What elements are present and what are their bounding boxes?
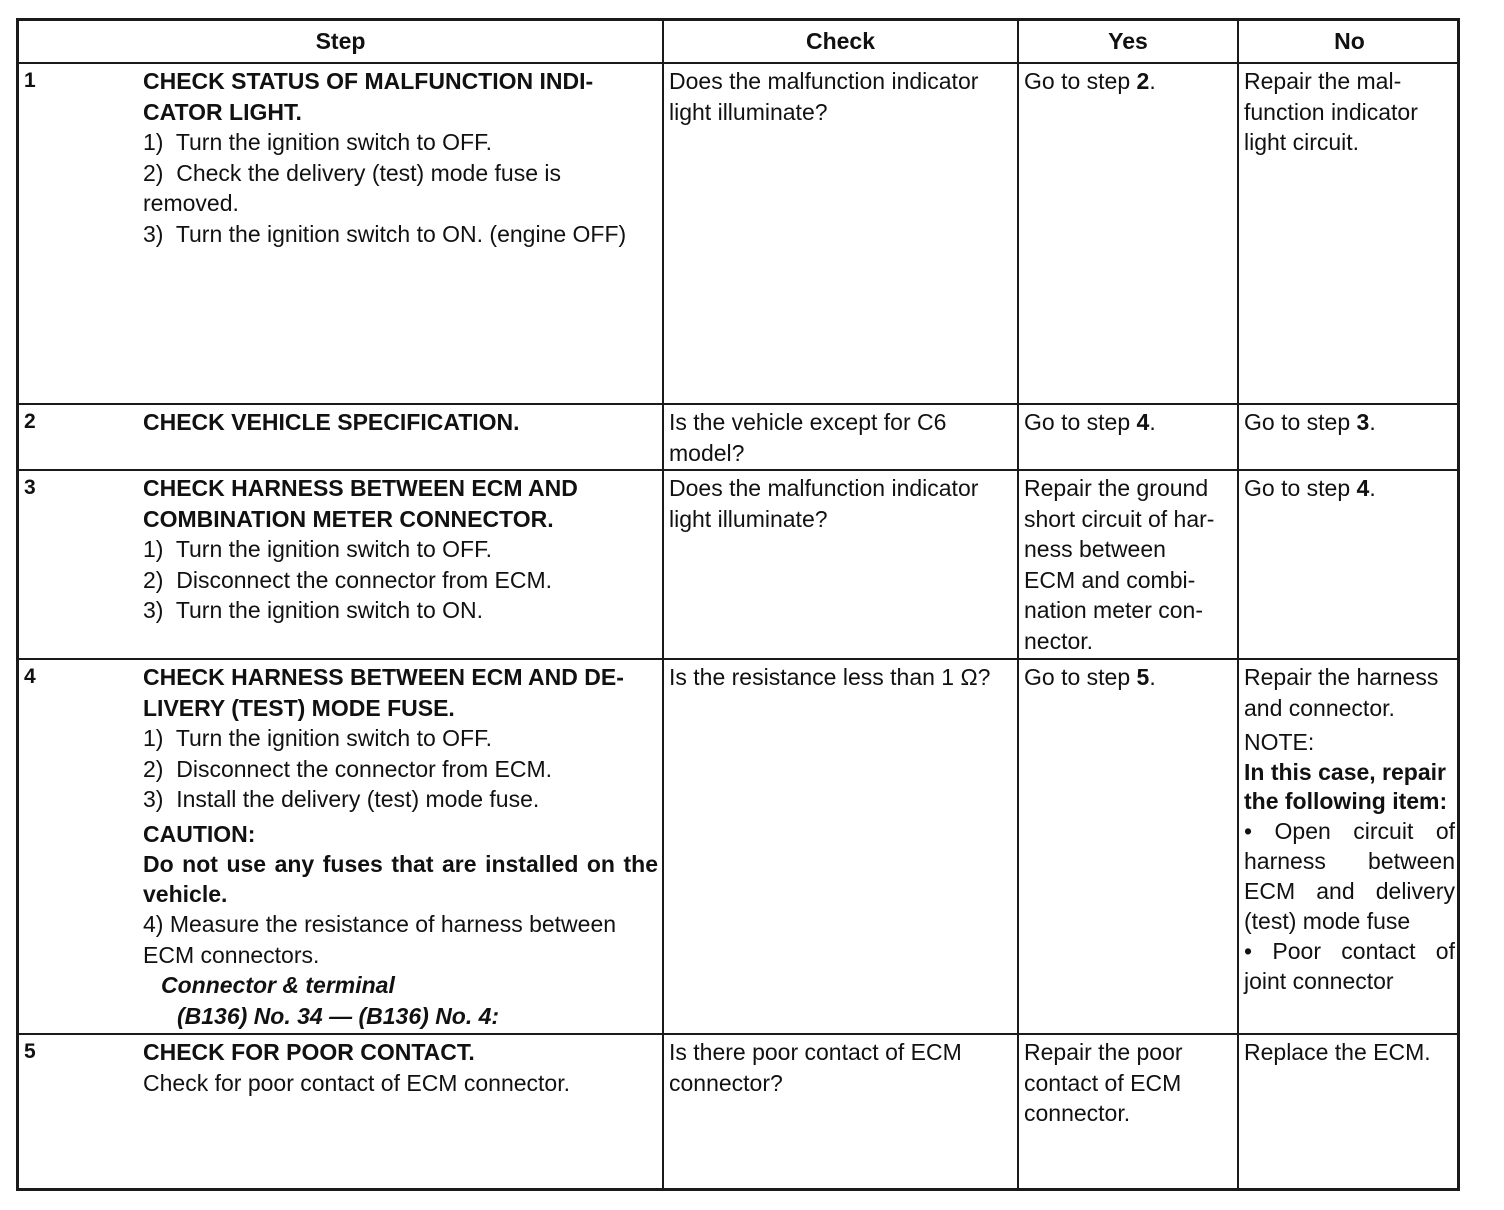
substep: Check for poor contact of ECM connector. xyxy=(143,1069,570,1096)
check-text: light illuminate? xyxy=(669,98,828,125)
no-text: and connector. xyxy=(1244,694,1395,721)
no-text: Repair the mal- xyxy=(1244,68,1402,94)
yes-cell xyxy=(1019,1035,1239,1189)
yes-step-number: 4 xyxy=(1136,409,1150,435)
yes-text: connector. xyxy=(1024,1100,1131,1126)
step-title: LIVERY (TEST) MODE FUSE. xyxy=(143,694,455,721)
yes-cell xyxy=(1019,471,1239,658)
check-text: Is there poor contact of ECM xyxy=(669,1039,962,1065)
yes-suffix: . xyxy=(1149,664,1156,690)
no-cell xyxy=(1239,471,1460,658)
step-title: CHECK STATUS OF MALFUNCTION INDI- xyxy=(143,68,594,94)
caution-text: Do not use any fuses that are installed on the vehicle. xyxy=(143,851,658,907)
step-title: CATOR LIGHT. xyxy=(143,98,302,125)
check-text: Is the vehicle except for C6 xyxy=(669,409,947,435)
no-cell xyxy=(1239,405,1460,469)
substep: 4) Measure the resistance of harness between ECM connectors. xyxy=(143,911,617,968)
connector-label: Connector & terminal xyxy=(161,972,395,998)
check-text: connector? xyxy=(669,1069,783,1096)
no-cell xyxy=(1239,1035,1460,1189)
step-cell xyxy=(19,64,664,403)
connector-value: (B136) No. 34 — (B136) No. 4: xyxy=(177,1002,500,1029)
no-cell xyxy=(1239,660,1460,1033)
substep: 1) Turn the ignition switch to OFF. xyxy=(143,725,492,751)
no-step-number: 3 xyxy=(1356,409,1370,435)
yes-text: Repair the poor xyxy=(1024,1039,1183,1065)
yes-text: ness between xyxy=(1024,536,1166,562)
substep: 1) Turn the ignition switch to OFF. xyxy=(143,536,492,562)
header-step: Step xyxy=(19,21,664,62)
yes-text: ECM and combi- xyxy=(1024,566,1196,593)
no-suffix: . xyxy=(1369,475,1376,501)
header-no: No xyxy=(1334,28,1365,54)
yes-suffix: . xyxy=(1149,68,1156,94)
yes-text: nector. xyxy=(1024,627,1094,654)
table-row xyxy=(19,405,1457,471)
yes-cell xyxy=(1019,64,1239,403)
no-step-number: 4 xyxy=(1356,475,1370,501)
step-title: CHECK HARNESS BETWEEN ECM AND xyxy=(143,475,578,501)
yes-step-number: 2 xyxy=(1136,68,1150,94)
check-text: Does the malfunction indicator xyxy=(669,475,979,501)
check-text: Is the resistance less than 1 Ω? xyxy=(669,664,991,690)
table-row xyxy=(19,64,1457,405)
yes-text: short circuit of har- xyxy=(1024,505,1215,532)
step-number: 3 xyxy=(24,476,36,499)
no-text: Go to step xyxy=(1244,409,1357,435)
check-cell xyxy=(664,64,1019,403)
step-title: CHECK HARNESS BETWEEN ECM AND DE- xyxy=(143,664,624,690)
step-title: CHECK FOR POOR CONTACT. xyxy=(143,1039,475,1065)
check-text: model? xyxy=(669,439,745,466)
step-cell xyxy=(19,405,664,469)
step-number: 2 xyxy=(24,410,36,433)
check-cell xyxy=(664,471,1019,658)
diagnostic-table xyxy=(16,18,1460,1191)
step-cell xyxy=(19,471,664,658)
header-check: Check xyxy=(664,21,1019,62)
yes-step-number: 5 xyxy=(1136,664,1150,690)
substep: 3) Turn the ignition switch to ON. xyxy=(143,597,484,623)
yes-suffix: . xyxy=(1149,409,1156,435)
step-cell xyxy=(19,660,664,1033)
substep: 3) Install the delivery (test) mode fuse. xyxy=(143,786,540,812)
step-cell xyxy=(19,1035,664,1189)
table-row xyxy=(19,1035,1457,1189)
note-bullet: • Open circuit of harness between ECM and delivery (test) mode fuse xyxy=(1244,817,1455,934)
step-title: CHECK VEHICLE SPECIFICATION. xyxy=(143,409,520,435)
check-cell xyxy=(664,1035,1019,1189)
yes-cell xyxy=(1019,405,1239,469)
step-title: COMBINATION METER CONNECTOR. xyxy=(143,505,554,532)
no-text: Repair the harness xyxy=(1244,664,1439,690)
no-text: Replace the ECM. xyxy=(1244,1039,1431,1065)
no-text: function indicator xyxy=(1244,98,1418,125)
check-text: Does the malfunction indicator xyxy=(669,68,979,94)
table-row xyxy=(19,471,1457,660)
table-row xyxy=(19,660,1457,1035)
caution-label: CAUTION: xyxy=(143,820,256,847)
no-text: Go to step xyxy=(1244,475,1357,501)
check-cell xyxy=(664,405,1019,469)
note-bullet: • Poor contact of joint connector xyxy=(1244,937,1455,994)
yes-cell xyxy=(1019,660,1239,1033)
substep: 3) Turn the ignition switch to ON. (engine OFF) xyxy=(143,220,627,247)
yes-text: contact of ECM xyxy=(1024,1069,1182,1096)
step-number: 4 xyxy=(24,665,36,688)
note-text: In this case, repair the following item: xyxy=(1244,758,1448,814)
substep: 2) Disconnect the connector from ECM. xyxy=(143,566,553,593)
header-yes: Yes xyxy=(1019,21,1239,62)
yes-text: nation meter con- xyxy=(1024,597,1203,623)
step-number: 5 xyxy=(24,1040,36,1063)
yes-text: Go to step xyxy=(1024,409,1137,435)
step-number: 1 xyxy=(24,69,36,92)
substep: removed. xyxy=(143,190,239,216)
yes-text: Go to step xyxy=(1024,68,1137,94)
no-cell xyxy=(1239,64,1460,403)
table-header xyxy=(19,21,1457,64)
check-text: light illuminate? xyxy=(669,505,828,532)
substep: 1) Turn the ignition switch to OFF. xyxy=(143,129,492,155)
yes-text: Go to step xyxy=(1024,664,1137,690)
substep: 2) Check the delivery (test) mode fuse is xyxy=(143,159,561,186)
check-cell xyxy=(664,660,1019,1033)
yes-text: Repair the ground xyxy=(1024,475,1209,501)
no-text: light circuit. xyxy=(1244,129,1360,155)
no-suffix: . xyxy=(1369,409,1376,435)
note-label: NOTE: xyxy=(1244,729,1315,755)
substep: 2) Disconnect the connector from ECM. xyxy=(143,755,553,782)
